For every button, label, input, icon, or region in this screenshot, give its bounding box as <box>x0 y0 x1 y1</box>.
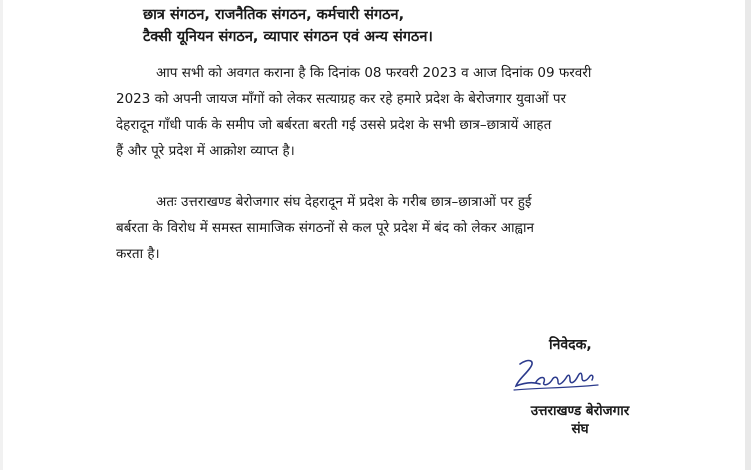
paragraph-2-line-1: अतः उत्तराखण्ड बेरोजगार संघ देहरादून में प्रदेश के गरीब छात्र–छात्राओं पर हुई <box>156 194 532 210</box>
organization-name <box>515 402 645 438</box>
addressee-heading <box>143 4 433 48</box>
page-edge-left <box>0 0 3 470</box>
paragraph-2 <box>116 189 650 267</box>
organization-name-line-2: संघ <box>571 421 589 437</box>
closing-salutation: निवेदक, <box>549 337 592 353</box>
paragraph-1-line-4: हैं और पूरे प्रदेश में आक्रोश व्याप्त है। <box>116 143 295 159</box>
page-edge-right <box>745 0 751 470</box>
handwritten-signature <box>506 352 606 398</box>
addressee-line-1: छात्र संगठन, राजनैतिक संगठन, कर्मचारी संगठन, <box>143 7 405 23</box>
paragraph-1-line-1: आप सभी को अवगत कराना है कि दिनांक 08 फरवरी 2023 व आज दिनांक 09 फरवरी <box>156 65 592 81</box>
paragraph-1-line-3: देहरादून गाँधी पार्क के समीप जो बर्बरता बरती गई उससे प्रदेश के सभी छात्र–छात्रायें आहत <box>116 117 552 133</box>
paragraph-2-line-2: बर्बरता के विरोध में समस्त सामाजिक संगठनों से कल पूरे प्रदेश में बंद को लेकर आह्वान <box>116 220 534 236</box>
paragraph-2-line-3: करता है। <box>116 246 160 262</box>
paragraph-1-line-2: 2023 को अपनी जायज माँगों को लेकर सत्याग्रह कर रहे हमारे प्रदेश के बेरोजगार युवाओं पर <box>116 91 567 107</box>
addressee-line-2: टैक्सी यूनियन संगठन, व्यापार संगठन एवं अन्य संगठन। <box>143 29 433 45</box>
organization-name-line-1: उत्तराखण्ड बेरोजगार <box>530 403 630 419</box>
paragraph-1 <box>116 60 650 164</box>
